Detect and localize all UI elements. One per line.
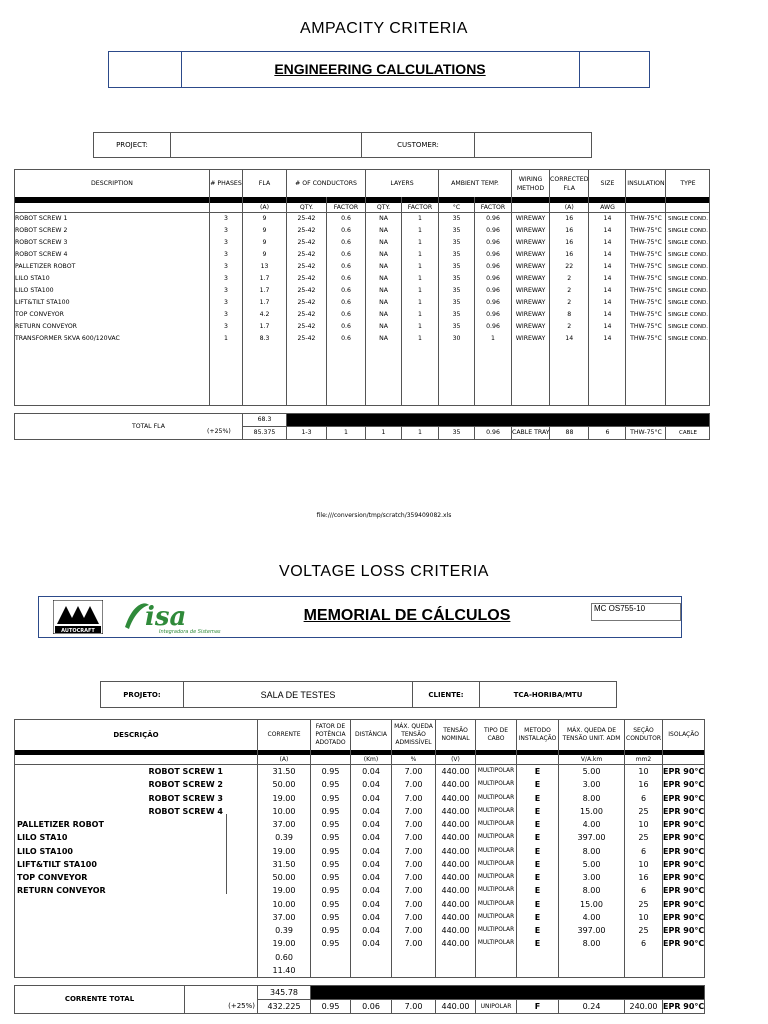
col-ambient-temp: AMBIENT TEMP. — [439, 170, 512, 198]
col-tensao-nominal: TENSÃO NOMINAL — [436, 720, 476, 751]
ampacity-row: TRANSFORMER 5KVA 600/120VAC 1 8.3 25-42 0.6 NA 1 30 1 WIREWAY 14 14 THW-75°C SINGLE COND. — [15, 333, 710, 345]
col-phases: # PHASES — [210, 170, 243, 198]
col-insulation: INSULATION — [626, 170, 666, 198]
voltage-row: 37.00 0.95 0.04 7.00 440.00 MULTIPOLAR E 4.00 10 EPR 90°C — [15, 911, 705, 924]
isa-logo — [119, 599, 229, 635]
col-corrente: CORRENTE — [258, 720, 311, 751]
svg-text:Integradora de Sistemas: Integradora de Sistemas — [159, 629, 221, 635]
col-corrected-fla: CORRECTED FLA — [550, 170, 589, 198]
customer-value — [475, 133, 592, 158]
corrente-total-125: 432.225 — [258, 1000, 311, 1014]
voltage-row: LIFT&TILT STA100 31.50 0.95 0.04 7.00 440.00 MULTIPOLAR E 5.00 10 EPR 90°C — [15, 858, 705, 871]
total-fla-125: 85.375 — [243, 427, 287, 440]
ampacity-row: RETURN CONVEYOR 3 1.7 25-42 0.6 NA 1 35 0.96 WIREWAY 2 14 THW-75°C SINGLE COND. — [15, 321, 710, 333]
description-divider — [226, 814, 227, 894]
col-wiring-method: WIRING METHOD — [512, 170, 550, 198]
total-pct-label: (+25%) — [207, 428, 231, 435]
col-layers: LAYERS — [366, 170, 439, 198]
total-fla-value: 68.3 — [243, 414, 287, 427]
ampacity-row: PALLETIZER ROBOT 3 13 25-42 0.6 NA 1 35 0.96 WIREWAY 22 14 THW-75°C SINGLE COND. — [15, 261, 710, 273]
voltage-units-row: (A) (Km) % (V) V/A.km mm2 — [15, 755, 705, 765]
col-type: TYPE — [666, 170, 710, 198]
ampacity-row: ROBOT SCREW 4 3 9 25-42 0.6 NA 1 35 0.96 WIREWAY 16 14 THW-75°C SINGLE COND. — [15, 249, 710, 261]
voltage-row: ROBOT SCREW 4 10.00 0.95 0.04 7.00 440.00 MULTIPOLAR E 15.00 25 EPR 90°C — [15, 805, 705, 818]
cliente-label: CLIENTE: — [413, 682, 480, 708]
voltage-row: 0.39 0.95 0.04 7.00 440.00 MULTIPOLAR E 397.00 25 EPR 90°C — [15, 924, 705, 937]
ampacity-row: ROBOT SCREW 3 3 9 25-42 0.6 NA 1 35 0.96 WIREWAY 16 14 THW-75°C SINGLE COND. — [15, 237, 710, 249]
engineering-header-title: ENGINEERING CALCULATIONS — [274, 61, 486, 77]
autocraft-logo — [53, 600, 103, 634]
voltage-row: 11.40 — [15, 964, 705, 978]
ampacity-row: ROBOT SCREW 1 3 9 25-42 0.6 NA 1 35 0.96 WIREWAY 16 14 THW-75°C SINGLE COND. — [15, 213, 710, 226]
voltage-row: PALLETIZER ROBOT 37.00 0.95 0.04 7.00 440.00 MULTIPOLAR E 4.00 10 EPR 90°C — [15, 818, 705, 831]
ampacity-row: LILO STA10 3 1.7 25-42 0.6 NA 1 35 0.96 WIREWAY 2 14 THW-75°C SINGLE COND. — [15, 273, 710, 285]
file-url: file:///conversion/tmp/scratch/359409082.xls — [316, 512, 452, 519]
corrente-total-pct: (+25%) — [185, 986, 258, 1014]
ampacity-row: LILO STA100 3 1.7 25-42 0.6 NA 1 35 0.96 WIREWAY 2 14 THW-75°C SINGLE COND. — [15, 285, 710, 297]
col-fla: FLA — [243, 170, 287, 198]
voltage-row: LILO STA10 0.39 0.95 0.04 7.00 440.00 MULTIPOLAR E 397.00 25 EPR 90°C — [15, 831, 705, 844]
ampacity-row: ROBOT SCREW 2 3 9 25-42 0.6 NA 1 35 0.96 WIREWAY 16 14 THW-75°C SINGLE COND. — [15, 225, 710, 237]
total-fla-label: TOTAL FLA — [15, 414, 243, 440]
corrente-total-label: CORRENTE TOTAL — [15, 986, 185, 1014]
cliente-value: TCA-HORIBA/MTU — [480, 682, 617, 708]
memorial-ref: MC OS755-10 — [591, 603, 681, 621]
ampacity-total-table: TOTAL FLA 68.3 85.375 1-3 1 1 1 35 0.96 CABLE TRAY 88 6 THW-75°C CABLE — [14, 413, 710, 440]
voltage-row: RETURN CONVEYOR 19.00 0.95 0.04 7.00 440.00 MULTIPOLAR E 8.00 6 EPR 90°C — [15, 884, 705, 897]
corrente-total-value: 345.78 — [258, 986, 311, 1000]
col-secao: SEÇÃO CONDUTOR — [625, 720, 663, 751]
customer-label: CUSTOMER: — [362, 133, 475, 158]
voltage-row: 19.00 0.95 0.04 7.00 440.00 MULTIPOLAR E 8.00 6 EPR 90°C — [15, 937, 705, 950]
engineering-header-box — [108, 51, 650, 88]
voltage-row: LILO STA100 19.00 0.95 0.04 7.00 440.00 MULTIPOLAR E 8.00 6 EPR 90°C — [15, 845, 705, 858]
projeto-cliente-table — [100, 681, 617, 708]
col-tipo-cabo: TIPO DE CABO — [476, 720, 517, 751]
voltage-row: 10.00 0.95 0.04 7.00 440.00 MULTIPOLAR E 15.00 25 EPR 90°C — [15, 898, 705, 911]
col-description: DESCRIPTION — [15, 170, 210, 198]
col-queda-unit: MÁX. QUEDA DE TENSÃO UNIT. ADM — [559, 720, 625, 751]
col-fator-potencia: FATOR DE POTÊNCIA ADOTADO — [311, 720, 351, 751]
ampacity-row: TOP CONVEYOR 3 4.2 25-42 0.6 NA 1 35 0.96 WIREWAY 8 14 THW-75°C SINGLE COND. — [15, 309, 710, 321]
voltage-row: 0.60 — [15, 951, 705, 964]
memorial-header-box — [38, 596, 682, 638]
projeto-value: SALA DE TESTES — [184, 682, 413, 708]
col-max-queda: MÁX. QUEDA TENSÃO ADMISSÍVEL — [392, 720, 436, 751]
corrente-total-table: CORRENTE TOTAL (+25%) 345.78 432.225 0.95 0.06 7.00 440.00 UNIPOLAR F 0.24 240.00 EPR 90°C — [14, 985, 705, 1014]
col-conductors: # OF CONDUCTORS — [287, 170, 366, 198]
ampacity-title: AMPACITY CRITERIA — [300, 20, 468, 37]
col-descricao: DESCRIÇÃO — [15, 720, 258, 751]
ampacity-table — [14, 169, 710, 406]
project-label: PROJECT: — [94, 133, 171, 158]
col-distancia: DISTÂNCIA — [351, 720, 392, 751]
col-isolacao: ISOLAÇÃO — [663, 720, 705, 751]
project-value — [171, 133, 362, 158]
voltage-row: TOP CONVEYOR 50.00 0.95 0.04 7.00 440.00 MULTIPOLAR E 3.00 16 EPR 90°C — [15, 871, 705, 884]
voltage-row: ROBOT SCREW 1 31.50 0.95 0.04 7.00 440.00 MULTIPOLAR E 5.00 10 EPR 90°C — [15, 765, 705, 779]
voltage-loss-table — [14, 719, 705, 978]
voltage-header-row — [15, 720, 705, 751]
ampacity-header-row — [15, 170, 710, 198]
ampacity-units-row: (A) QTY. FACTOR QTY. FACTOR °C FACTOR (A) AWG — [15, 203, 710, 213]
project-customer-table — [93, 132, 592, 158]
voltage-row: ROBOT SCREW 3 19.00 0.95 0.04 7.00 440.00 MULTIPOLAR E 8.00 6 EPR 90°C — [15, 792, 705, 805]
ampacity-row: LIFT&TILT STA100 3 1.7 25-42 0.6 NA 1 35 0.96 WIREWAY 2 14 THW-75°C SINGLE COND. — [15, 297, 710, 309]
col-metodo: METODO INSTALAÇÃO — [517, 720, 559, 751]
projeto-label: PROJETO: — [101, 682, 184, 708]
svg-text:isa: isa — [145, 602, 187, 632]
svg-text:AUTOCRAFT: AUTOCRAFT — [61, 628, 95, 634]
col-size: SIZE — [589, 170, 626, 198]
voltage-loss-title: VOLTAGE LOSS CRITERIA — [279, 563, 489, 580]
voltage-row: ROBOT SCREW 2 50.00 0.95 0.04 7.00 440.00 MULTIPOLAR E 3.00 16 EPR 90°C — [15, 778, 705, 791]
memorial-header-title: MEMORIAL DE CÁLCULOS — [303, 607, 511, 624]
